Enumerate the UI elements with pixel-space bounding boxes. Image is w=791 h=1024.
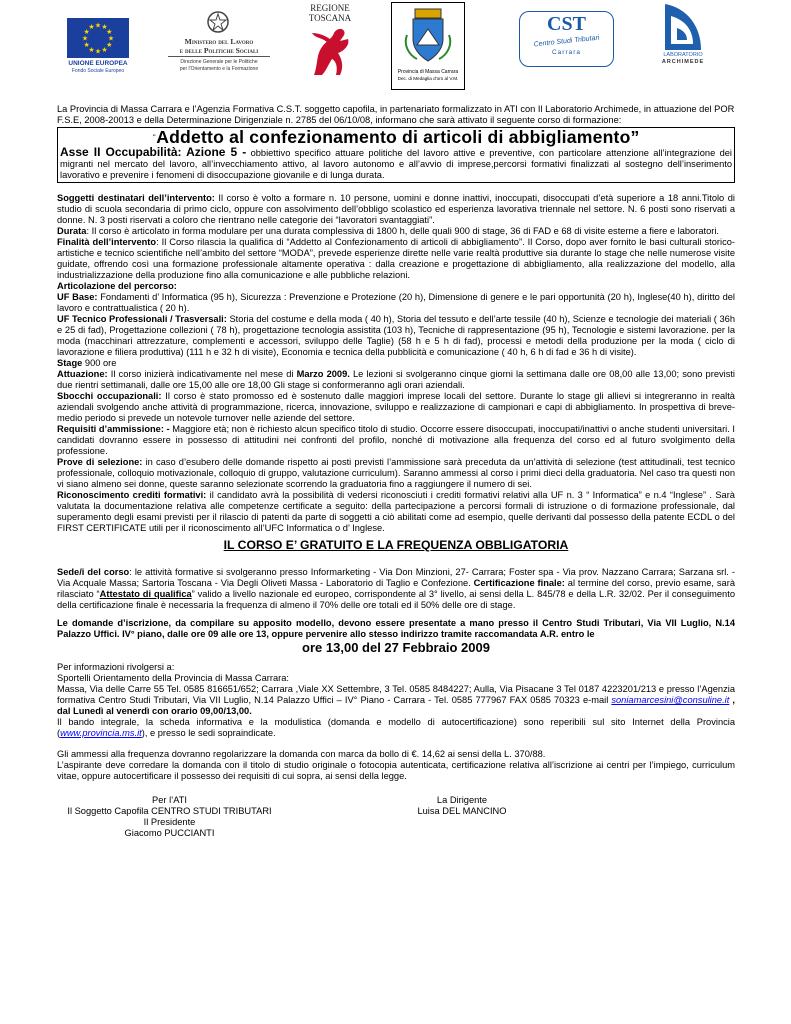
- attuazione-label: Attuazione:: [57, 369, 108, 379]
- ministero-name: Ministero del Lavoro: [184, 37, 254, 46]
- attuazione-text: Il corso inizierà indicativamente nel mese di: [107, 369, 297, 379]
- eu-star: ★: [101, 24, 108, 32]
- eu-star: ★: [88, 24, 95, 32]
- certificazione-text: al termine del corso, previo esame, sarà rilasciato “: [57, 578, 735, 599]
- prove-section: [57, 457, 735, 490]
- finalita-text: : Il Corso rilascia la qualifica di “Addetto al Confezionamento di articoli di abbigliamento”. Il Corso, dopo aver fornito le basi culturali storico-artistiche e tecnico scientifiche nell’ambito del settore “MODA”, prevede esperienze dirette nelle varie realtà produttive sia durante lo stage che nelle numerose visite guidate, offrendo così una formazione professionale altamente operativa : dalla creazione e progettazione di abbigliamento, alla realizzazione del modello, alla industrializzazione della produzione fino alla comunicazione e alle pubbliche relazioni.: [57, 237, 735, 280]
- eu-star: ★: [88, 46, 95, 54]
- asse-text: obbiettivo specifico attuare politiche del lavoro attive e preventive, con particolare attenzione all’integrazione dei migranti nel mercato del lavoro, all’invecchiamento attivo, al lavoro autonomo e all’avvio di imprese,percorsi formativi finalizzati al sostegno dell’inserimento lavorativo e prevenire i fenomeni di disoccupazione giovanile e di lunga durata.: [60, 148, 732, 180]
- eu-star: ★: [101, 46, 108, 54]
- eu-star: ★: [107, 35, 115, 43]
- info-addresses: [57, 684, 735, 717]
- archimede-icon: [661, 2, 705, 52]
- eu-logo: [59, 18, 137, 82]
- soggetti-label: Soggetti destinatari dell’intervento:: [57, 193, 215, 203]
- document-body: [57, 104, 735, 847]
- deadline-section: [57, 618, 735, 655]
- deadline-date: ore 13,00 del 27 Febbraio 2009: [302, 640, 490, 655]
- eu-flag-icon: [67, 18, 129, 58]
- riconoscimento-text: il candidato avrà la possibilità di vedersi riconosciuti i crediti formativi relativi alla UF n. 3 “ Informatica” e n.4 “Inglese” . Sarà valutata la documentazione relativa alle competenze certificate a seguito: della partecipazione a percorsi formali di istruzione o di formazione professionale, dal superamento degli esami previsti per il rilascio di patenti da parte di soggetti a ciò abilitati come ad esempio, quelle derivanti dal possesso della patente ECDL o del FIRST CERTIFICATE utili per il riconoscimento all’UFC Informatica o d’ Inglese.: [57, 490, 735, 533]
- sede-section: [57, 567, 735, 611]
- ufbase-section: [57, 292, 735, 314]
- articolazione-label: Articolazione del percorso:: [57, 281, 177, 291]
- archimede-label-2: ARCHIMEDE: [661, 59, 705, 65]
- sede-text: : le attività formative si svolgeranno presso Informarketing - Via Don Minzioni, 27- Carrara; Foster spa - Via prov. Nazzano Carrara; Sarzana srl. - Via Acquale Massa; Sartoria Toscana - Via Degli Oliveti Massa - Laboratorio di Taglio e Confezione.: [57, 567, 735, 588]
- ufbase-label: UF Base:: [57, 292, 98, 302]
- info-sportelli: Sportelli Orientamento della Provincia di Massa Carrara:: [57, 673, 290, 683]
- signature-right-1: La Dirigente: [436, 795, 488, 805]
- pegasus-icon: [308, 25, 352, 81]
- signature-left-2: Il Soggetto Capofila CENTRO STUDI TRIBUTARI: [67, 806, 272, 816]
- intro-paragraph: La Provincia di Massa Carrara e l’Agenzia Formativa C.S.T. soggetto capofila, in partenariato formalizzato in ATI con Il Laboratorio Archimede, in attuazione del POR F.S.E, 2008-20013 e della Determinazione Dirigenziale n. 2785 del 06/10/08, informano che sarà attivato il seguente corso di formazione:: [57, 104, 735, 125]
- email-link[interactable]: soniamarcesini@consuline.it: [611, 695, 730, 705]
- stage-text: 900 ore: [82, 358, 117, 368]
- asse-label: Asse II Occupabilità: Azione 5 -: [60, 145, 247, 159]
- eu-star: ★: [106, 29, 113, 36]
- eu-star: ★: [81, 35, 89, 43]
- certificazione-label: Certificazione finale:: [473, 578, 565, 588]
- info-addresses-text: Massa, Via delle Carre 55 Tel. 0585 816651/652; Carrara ,Viale XX Settembre, 3 Tel. 0585 8484227; Aulla, Via Pisacane 3 Tel 0187 4223201/213 e presso l’Agenzia formativa Centro Studi Tributari, Via VII Luglio, N.14 Palazzo Uffici – IV° Piano - Carrara - Tel. 0585 777967 FAX 0585 70323 e-mail: [57, 684, 735, 705]
- ministero-dir-2: per l'Orientamento e la Formazione: [179, 66, 259, 72]
- eu-star: ★: [94, 48, 102, 56]
- quote-mark: “: [152, 134, 157, 141]
- course-title-text: Addetto al confezionamento di articoli di abbigliamento”: [156, 127, 640, 147]
- eu-star: ★: [94, 22, 102, 30]
- logo-bar: [0, 0, 791, 92]
- eu-star: ★: [83, 42, 90, 49]
- riconoscimento-section: [57, 490, 735, 534]
- prove-text: in caso d’esubero delle domande rispetto ai posti previsti l’ammissione sarà preceduta da un’attività di selezione (test attitudinali, test tecnico professionale, colloquio motivazionale, colloquio di gruppo, valutazione curriculum). Saranno ammessi al corso i primi dieci della graduatoria. Nel caso tra questi non vi siano almeno sei donne, queste saranno selezionate scorrendo la graduatoria fino a raggiungere il numero di sei.: [57, 457, 736, 489]
- archimede-logo: [654, 0, 712, 70]
- deadline-text: Le domande d’iscrizione, da compilare su apposito modello, devono essere presentate a mano presso il Centro Studi Tributari, Via VII Luglio, N.14 Palazzo Uffici. IV° piano, dalle ore 09 alle ore 13, oppure pervenire allo stesso indirizzo tramite raccomandata A.R. entro le: [57, 618, 735, 639]
- emblem-icon: [206, 10, 230, 34]
- regione-toscana-logo: [300, 3, 360, 85]
- asse-description: [60, 147, 732, 181]
- uftec-text: Storia del costume e della moda ( 40 h), Storia del tessuto e dell’arte tessile (40 h), Scienze e tecnologie dei materiali ( 36h e 25 di fad), Progettazione collezioni ( 78 h), progettazione tecnologia assistita (103 h), Tecniche di rappresentazione (95 h), Tecnologie e sistemi lavorazione. per la moda (macchinari attrezzature, complementi e accessori, sviluppo delle Taglie) (58 h e 5 h di fad), processi e metodi della produzione per la moda ( ciclo di lavorazione e filiera produttiva) (111 h e 32 h di visite), Economia e tecnica della pubblicità e comunicazione ( 40 h, 6 h di fad e 36 h di visite).: [57, 314, 736, 357]
- finalita-label: Finalità dell’intervento: [57, 237, 157, 247]
- signature-left-1: Per l’ATI: [152, 795, 187, 805]
- cst-city: Carrara: [551, 49, 582, 56]
- articolazione-heading: [57, 281, 735, 292]
- coat-of-arms-icon: [403, 5, 453, 67]
- attuazione-date: Marzo 2009.: [296, 369, 350, 379]
- info-bando-text-2: ), e presso le sedi sopraindicate.: [141, 728, 276, 738]
- attestato-label: Attestato di qualifica: [99, 589, 192, 599]
- regione-label: REGIONE: [310, 3, 350, 13]
- signature-right: [412, 795, 512, 817]
- eu-label: UNIONE EUROPEA: [68, 60, 128, 67]
- riconoscimento-label: Riconoscimento crediti formativi:: [57, 490, 207, 500]
- info-bando: [57, 717, 735, 739]
- sede-label: Sede/i del corso: [57, 567, 130, 577]
- soggetti-text: Il corso è volto a formare n. 10 persone, uomini e donne inattivi, inoccupati, disoccupati d’età superiore a 18 anni.Titolo di studio di scuola secondaria di primo ciclo, oppure con assolvimento dell’obbligo scolastico ed esperienza lavorativa triennale nel settore. N. 6 posti sono riservati a donne. N. 3 posti riservati a coloro che rientrano nelle categorie dei “lavoratori svantaggiati”.: [57, 193, 735, 225]
- prove-label: Prove di selezione:: [57, 457, 143, 467]
- provincia-label: Provincia di Massa Carrara: [397, 69, 459, 75]
- eu-star: ★: [106, 42, 113, 49]
- ministero-dir: Direzione Generale per le Politiche: [180, 59, 258, 65]
- sbocchi-label: Sbocchi occupazionali:: [57, 391, 162, 401]
- signatures: [57, 795, 735, 847]
- info-hours: , dal Lunedì al venerdì con orario 09,00/13,00.: [57, 695, 735, 716]
- signature-left-4: Giacomo PUCCIANTI: [124, 828, 215, 838]
- requisiti-label: Requisiti d’ammissione: -: [57, 424, 170, 434]
- website-link[interactable]: www.provincia.ms.it: [60, 728, 142, 738]
- uftec-section: [57, 314, 735, 358]
- requisiti-section: [57, 424, 735, 457]
- eu-sublabel: Fondo Sociale Europeo: [71, 68, 125, 74]
- durata-text: : Il corso è articolato in forma modulare per una durata complessiva di 1800 h, delle quali 900 di stage, 36 di FAD e 68 di visite esterne a fiere e laboratori.: [86, 226, 719, 236]
- signature-right-2: Luisa DEL MANCINO: [417, 806, 507, 816]
- info-heading: Per informazioni rivolgersi a:: [57, 662, 175, 672]
- cst-name: Centro Studi Tributari: [533, 34, 600, 49]
- provincia-logo: [391, 2, 465, 90]
- signature-left: [57, 795, 282, 839]
- attuazione-text-2: Le lezioni si svolgeranno cinque giorni la settimana dalle ore 08,00 alle 13,00; sono previsti due rientri settimanali, dalle ore 15,00 alle ore 18,00 Gli stage si conformeranno agli orari aziendali.: [57, 369, 735, 390]
- documenti-line: L’aspirante deve corredare la domanda con il titolo di studio originale o fotocopia autenticata, certificazione relativa all’iscrizione ai centri per l’impiego, curriculum vitae, oppure autocertificare il possesso dei requisiti di cui sopra, ai sensi della legge.: [57, 760, 735, 781]
- ufbase-text: Fondamenti d’ Informatica (95 h), Sicurezza : Prevenzione e Protezione (20 h), Dimensione di genere e le pari opportunità (20 h), Inglese(40 h), diritto del lavoro e contrattualistica ( 20 h).: [57, 292, 735, 313]
- ministero-logo: [160, 10, 278, 85]
- sbocchi-text: Il corso è stato promosso ed è sostenuto dalle maggiori imprese locali del settore. Durante lo stage gli allievi si integreranno in realtà aziendali svolgendo anche attività di programmazione, ricerca, innovazione, sviluppo e realizzazione di campionari e capi di abbigliamento. In prospettiva di breve-medio periodo si prevede un notevole turnover nelle aziende del settore.: [57, 391, 735, 423]
- ministero-name-2: e delle Politiche Sociali: [179, 46, 259, 55]
- course-title-box: [57, 127, 735, 183]
- gratuito-title: IL CORSO E’ GRATUITO E LA FREQUENZA OBBLIGATORIA: [223, 538, 569, 552]
- ministero-divider: [168, 56, 270, 57]
- soggetti-section: [57, 193, 735, 226]
- durata-label: Durata: [57, 226, 87, 236]
- requisiti-text: Maggiore età; non è richiesto alcun specifico titolo di studio. Occorre essere disoccupati, inoccupati/inattivi o anche studenti universitari. I candidati dovranno essere in possesso di attitudini nei confronti del profilo, nonché di motivazione alla frequenza del corso ed al futuro svolgimento della professione.: [57, 424, 735, 456]
- cst-logo: [519, 11, 614, 67]
- stage-section: [57, 358, 735, 369]
- provincia-sublabel: Dec. di Medaglia d'oro al V.M.: [397, 76, 459, 81]
- durata-section: [57, 226, 735, 237]
- attuazione-section: [57, 369, 735, 391]
- stage-label: Stage: [57, 358, 83, 368]
- certificazione-text-2: ” valido a livello nazionale ed europeo, corrispondente al 3° livello, ai sensi della L. 845/78 e della L.R. 32/02. Per il conseguimento della certificazione finale è necessaria la frequenza di almeno il 70% delle ore totali ed il 50% delle ore di stage.: [57, 589, 735, 610]
- signature-left-3: Il Presidente: [143, 817, 196, 827]
- uftec-label: UF Tecnico Professionali / Trasversali:: [57, 314, 227, 324]
- toscana-label: TOSCANA: [308, 13, 352, 23]
- info-bando-text: Il bando integrale, la scheda informativa e la modulistica (domanda e modello di autocertificazione) sono reperibili sul sito Internet della Provincia (: [57, 717, 735, 738]
- sbocchi-section: [57, 391, 735, 424]
- bollo-line: Gli ammessi alla frequenza dovranno regolarizzare la domanda con marca da bollo di €. 14,62 ai sensi della L. 370/88.: [57, 749, 546, 759]
- archimede-label: LABORATORIO: [663, 52, 703, 58]
- finalita-section: [57, 237, 735, 281]
- eu-star: ★: [83, 29, 90, 36]
- cst-mark: CST: [547, 13, 586, 35]
